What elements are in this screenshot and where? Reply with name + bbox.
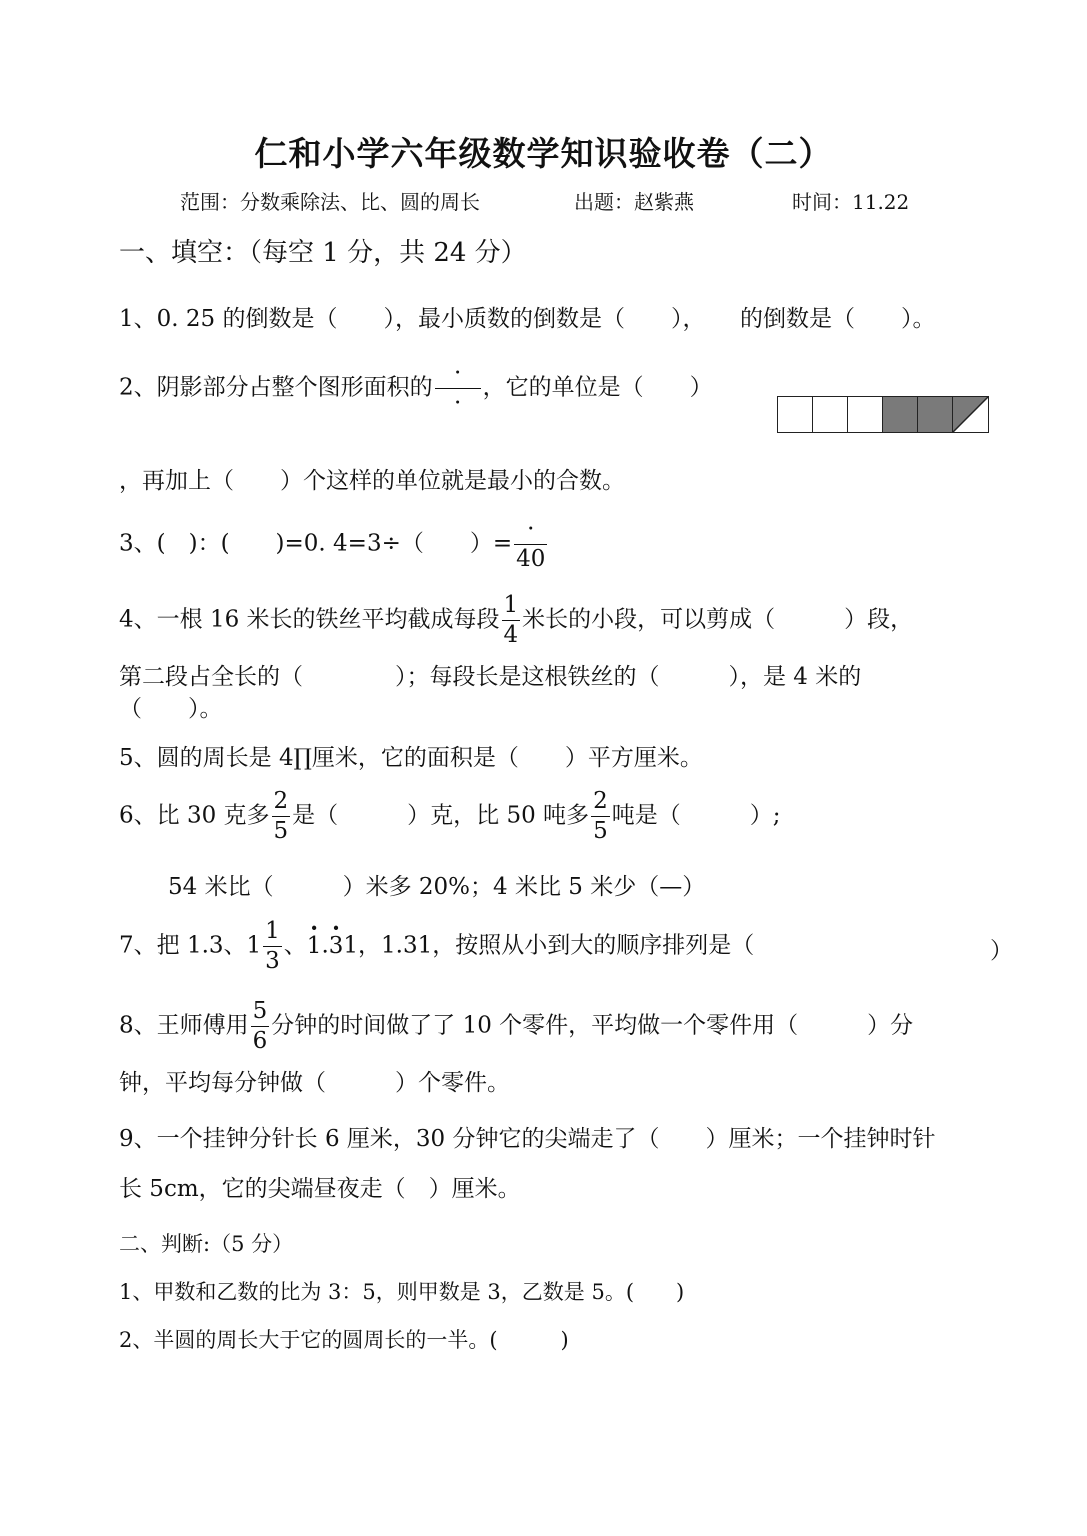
question-4-line3: （ ）。 — [119, 696, 223, 722]
fraction-numerator: · — [453, 360, 462, 386]
question-2-text-b: ，它的单位是（ ） — [482, 374, 713, 401]
judgement-1: 1、甲数和乙数的比为 3：5，则甲数是 3，乙数是 5。( ) — [119, 1280, 685, 1304]
section1-heading: 一、填空：（每空 1 分，共 24 分） — [119, 238, 527, 268]
fraction-denominator: 6 — [252, 1028, 268, 1054]
question-2-line2: ，再加上（ ）个这样的单位就是最小的合数。 — [119, 468, 625, 494]
question-7-end: ） — [990, 938, 1013, 964]
question-3-fraction — [514, 518, 547, 571]
repeating-digit-2: · 3 — [329, 933, 344, 959]
question-7-text-c: 1，1.31，按照从小到大的顺序排列是（ — [343, 932, 755, 959]
question-8-line1 — [119, 1000, 913, 1053]
question-5: 5、圆的周长是 4∏厘米，它的面积是（ ）平方厘米。 — [119, 745, 703, 771]
question-7-fraction — [263, 920, 282, 973]
question-8-text-a: 8、王师傅用 — [119, 1012, 249, 1039]
fraction-denominator: 4 — [503, 622, 519, 648]
strip-cell-6-half-shaded — [953, 397, 988, 432]
decimal-point: . — [321, 932, 329, 959]
question-6-line2: 54 米比（ ）米多 20%；4 米比 5 米少（—） — [168, 874, 706, 900]
fraction-denominator: · — [435, 388, 481, 415]
fraction-numerator: 1 — [265, 918, 280, 944]
time-label: 时间：11.22 — [792, 190, 910, 214]
judgement-2: 2、半圆的周长大于它的圆周长的一半。( ) — [119, 1328, 569, 1352]
question-6-text-a: 6、比 30 克多 — [119, 802, 270, 829]
fraction-denominator: 40 — [516, 546, 546, 572]
question-3 — [119, 518, 549, 571]
strip-cell-4-shaded — [883, 397, 918, 432]
fraction-denominator: 3 — [265, 948, 280, 974]
fraction-numerator: 1 — [503, 592, 519, 618]
shaded-strip-figure — [777, 396, 989, 433]
question-7-text-b: 、 — [283, 932, 307, 959]
question-6-fraction-1 — [272, 790, 291, 843]
question-2-line1 — [119, 362, 713, 415]
question-2-fraction — [435, 362, 481, 415]
question-9-line1: 9、一个挂钟分针长 6 厘米，30 分钟它的尖端走了（ ）厘米；一个挂钟时针 — [119, 1126, 936, 1152]
fraction-denominator: 5 — [593, 818, 608, 844]
fraction-numerator: 2 — [593, 788, 608, 814]
question-6-text-b: 是（ ）克，比 50 吨多 — [292, 802, 590, 829]
question-2-text-a: 2、阴影部分占整个图形面积的 — [119, 374, 433, 401]
page-title: 仁和小学六年级数学知识验收卷（二） — [254, 134, 833, 173]
strip-cell-1 — [778, 397, 813, 432]
strip-cell-5-shaded — [918, 397, 953, 432]
question-8-fraction — [251, 1000, 270, 1053]
question-6-text-c: 吨是（ ）; — [611, 802, 781, 829]
question-9-line2: 长 5cm，它的尖端昼夜走（ ）厘米。 — [119, 1176, 521, 1202]
question-4-fraction — [502, 594, 521, 647]
question-7-text-a: 7、把 1.3、1 — [119, 932, 262, 959]
question-4-text-a: 4、一根 16 米长的铁丝平均截成每段 — [119, 606, 500, 633]
question-8-text-b: 分钟的时间做了了 10 个零件，平均做一个零件用（ ）分 — [271, 1012, 914, 1039]
question-6-fraction-2 — [591, 790, 610, 843]
question-4-text-b: 米长的小段，可以剪成（ ）段， — [522, 606, 914, 633]
author-label: 出题：赵紫燕 — [574, 190, 694, 214]
fraction-numerator: 5 — [252, 998, 268, 1024]
question-4-line2: 第二段占全长的（ ）；每段长是这根铁丝的（ ），是 4 米的 — [119, 664, 862, 690]
question-6-line1 — [119, 790, 780, 843]
fraction-numerator: · — [527, 516, 535, 542]
strip-cell-3 — [848, 397, 883, 432]
scope-label: 范围：分数乘除法、比、圆的周长 — [180, 190, 480, 214]
question-7 — [119, 920, 754, 973]
strip-cell-2 — [813, 397, 848, 432]
repeating-digit-1: · 1 — [307, 933, 322, 959]
fraction-numerator: 2 — [273, 788, 289, 814]
question-4-line1 — [119, 594, 913, 647]
question-1: 1、0. 25 的倒数是（ ），最小质数的倒数是（ ）， 的倒数是（ ）。 — [119, 306, 936, 332]
question-8-line2: 钟，平均每分钟做（ ）个零件。 — [119, 1070, 510, 1096]
section2-heading: 二、判断:（5 分） — [119, 1232, 294, 1256]
fraction-denominator: 5 — [273, 818, 289, 844]
question-3-text: 3、( )：( )=0. 4=3÷（ ）= — [119, 530, 513, 557]
